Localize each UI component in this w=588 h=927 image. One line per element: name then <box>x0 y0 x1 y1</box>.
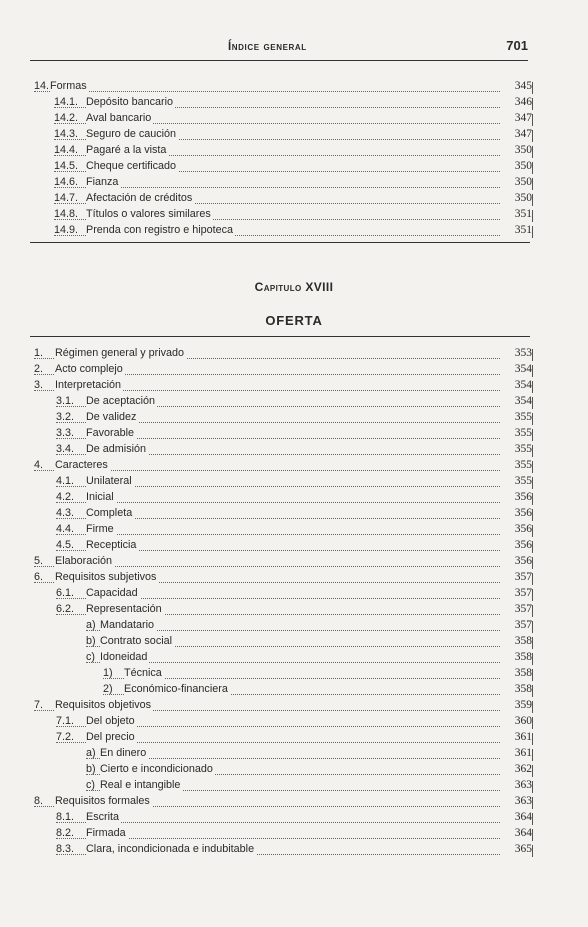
toc-entry-number: 14.4. <box>54 144 79 156</box>
toc-entry <box>0 522 588 538</box>
toc-entry-title: Afectación de créditos <box>86 192 193 204</box>
toc-entry-title: Caracteres <box>55 459 108 471</box>
toc-entry-title: Del objeto <box>86 715 135 727</box>
toc-entry <box>0 826 588 842</box>
toc-entry-page: 357 <box>514 571 532 583</box>
toc-entry <box>0 127 588 143</box>
toc-entry <box>0 762 588 778</box>
toc-entry <box>0 159 588 175</box>
line-end-mark <box>532 717 534 729</box>
line-end-mark <box>532 429 534 441</box>
toc-entry-page: 365 <box>514 843 532 855</box>
line-end-mark <box>532 621 534 633</box>
toc-entry-title: Contrato social <box>100 635 173 647</box>
toc-entry-page: 354 <box>514 395 532 407</box>
toc-entry-number: 3.1. <box>56 395 75 407</box>
line-end-mark <box>532 130 534 142</box>
line-end-mark <box>532 653 534 665</box>
toc-entry <box>0 175 588 191</box>
toc-entry-number: 3.3. <box>56 427 75 439</box>
line-end-mark <box>532 349 534 361</box>
line-end-mark <box>532 82 534 94</box>
toc-entry <box>0 95 588 111</box>
toc-entry <box>0 810 588 826</box>
toc-entry-page: 356 <box>514 539 532 551</box>
toc-entry-title: En dinero <box>100 747 147 759</box>
line-end-mark <box>532 589 534 601</box>
toc-entry <box>0 554 588 570</box>
toc-entry-number: 4.2. <box>56 491 75 503</box>
chapter-label: Capitulo XVIII <box>254 280 334 294</box>
toc-entry-title: Escrita <box>86 811 119 823</box>
line-end-mark <box>532 701 534 713</box>
toc-entry-page: 363 <box>514 795 532 807</box>
line-end-mark <box>532 541 534 553</box>
toc-entry-title: Requisitos formales <box>55 795 150 807</box>
toc-entry-number: 4.1. <box>56 475 75 487</box>
toc-entry-title: Aval bancario <box>86 112 152 124</box>
toc-entry-title: Técnica <box>124 667 162 679</box>
toc-entry-title: Requisitos objetivos <box>55 699 152 711</box>
toc-entry-title: Inicial <box>86 491 114 503</box>
toc-entry-title: Acto complejo <box>55 363 123 375</box>
toc-entry-number: 14.8. <box>54 208 79 220</box>
toc-entry-page: 357 <box>514 587 532 599</box>
line-end-mark <box>532 114 534 126</box>
toc-entry-page: 356 <box>514 555 532 567</box>
line-end-mark <box>532 733 534 745</box>
toc-entry-page: 347 <box>514 112 532 124</box>
line-end-mark <box>532 461 534 473</box>
toc-entry-title: Formas <box>50 80 87 92</box>
toc-entry <box>0 143 588 159</box>
toc-entry <box>0 730 588 746</box>
toc-entry <box>0 426 588 442</box>
toc-entry-number: 14.6. <box>54 176 79 188</box>
toc-entry-page: 353 <box>514 347 532 359</box>
toc-entry-number: b) <box>86 635 96 647</box>
toc-entry <box>0 602 588 618</box>
toc-entry-number: 14. <box>34 80 50 92</box>
toc-entry-page: 363 <box>514 779 532 791</box>
toc-entry-page: 364 <box>514 827 532 839</box>
toc-entry-page: 361 <box>514 747 532 759</box>
toc-entry-number: 6. <box>34 571 44 583</box>
toc-entry-number: c) <box>86 779 95 791</box>
line-end-mark <box>532 146 534 158</box>
line-end-mark <box>532 685 534 697</box>
toc-entry-title: De aceptación <box>86 395 156 407</box>
toc-entry-title: Clara, incondicionada e indubitable <box>86 843 255 855</box>
toc-entry <box>0 570 588 586</box>
line-end-mark <box>532 365 534 377</box>
toc-entry-page: 358 <box>514 667 532 679</box>
toc-entry-page: 347 <box>514 128 532 140</box>
toc-entry-title: Interpretación <box>55 379 122 391</box>
line-end-mark <box>532 194 534 206</box>
toc-entry-number: 14.7. <box>54 192 79 204</box>
line-end-mark <box>532 413 534 425</box>
toc-entry-number: c) <box>86 651 95 663</box>
toc-entry <box>0 442 588 458</box>
line-end-mark <box>532 445 534 457</box>
toc-entry-number: 2. <box>34 363 44 375</box>
toc-entry-title: Elaboración <box>55 555 113 567</box>
toc-entry-page: 357 <box>514 603 532 615</box>
toc-entry <box>0 538 588 554</box>
toc-entry-page: 351 <box>514 208 532 220</box>
header-title: Índice general <box>228 41 307 53</box>
toc-entry <box>0 378 588 394</box>
dot-leader <box>56 502 500 503</box>
toc-entry <box>0 346 588 362</box>
line-end-mark <box>532 493 534 505</box>
toc-entry-number: 1) <box>103 667 113 679</box>
toc-entry-number: a) <box>86 747 96 759</box>
toc-entry <box>0 746 588 762</box>
toc-entry <box>0 794 588 810</box>
toc-entry <box>0 223 588 239</box>
toc-entry-page: 358 <box>514 651 532 663</box>
toc-entry-page: 346 <box>514 96 532 108</box>
toc-entry-number: 8. <box>34 795 44 807</box>
line-end-mark <box>532 829 534 841</box>
line-end-mark <box>532 749 534 761</box>
toc-entry-number: 3. <box>34 379 44 391</box>
running-header <box>30 36 528 61</box>
toc-entry <box>0 191 588 207</box>
toc-entry-page: 345 <box>514 80 532 92</box>
line-end-mark <box>532 637 534 649</box>
toc-entry-title: Requisitos subjetivos <box>55 571 157 583</box>
toc-entry-number: 4. <box>34 459 44 471</box>
toc-previous-chapter <box>0 79 588 239</box>
toc-entry-title: Representación <box>86 603 162 615</box>
toc-entry-number: a) <box>86 619 96 631</box>
toc-entry-number: 7.2. <box>56 731 75 743</box>
toc-entry <box>0 778 588 794</box>
toc-entry-page: 364 <box>514 811 532 823</box>
line-end-mark <box>532 813 534 825</box>
toc-entry-title: Económico-financiera <box>124 683 228 695</box>
toc-entry-number: 3.4. <box>56 443 75 455</box>
toc-entry <box>0 634 588 650</box>
toc-entry-number: 7.1. <box>56 715 75 727</box>
line-end-mark <box>532 573 534 585</box>
toc-entry-title: Favorable <box>86 427 135 439</box>
toc-entry-page: 355 <box>514 475 532 487</box>
line-end-mark <box>532 845 534 857</box>
line-end-mark <box>532 669 534 681</box>
toc-entry-page: 355 <box>514 459 532 471</box>
toc-entry-title: De validez <box>86 411 137 423</box>
toc-entry <box>0 362 588 378</box>
toc-entry-title: Títulos o valores similares <box>86 208 211 220</box>
toc-entry-page: 356 <box>514 491 532 503</box>
toc-entry-title: Recepticia <box>86 539 137 551</box>
toc-entry <box>0 506 588 522</box>
chapter-title: OFERTA <box>265 313 323 328</box>
toc-entry-number: 14.5. <box>54 160 79 172</box>
toc-entry-title: Pagaré a la vista <box>86 144 167 156</box>
toc-entry-number: 6.2. <box>56 603 75 615</box>
toc-entry-number: 4.5. <box>56 539 75 551</box>
line-end-mark <box>532 797 534 809</box>
toc-entry-number: 3.2. <box>56 411 75 423</box>
line-end-mark <box>532 98 534 110</box>
toc-entry-page: 362 <box>514 763 532 775</box>
toc-entry-number: 2) <box>103 683 113 695</box>
toc-entry <box>0 650 588 666</box>
toc-entry <box>0 490 588 506</box>
toc-entry-title: Cheque certificado <box>86 160 177 172</box>
toc-entry-title: Firme <box>86 523 114 535</box>
toc-entry-page: 358 <box>514 683 532 695</box>
toc-entry-title: Régimen general y privado <box>55 347 185 359</box>
toc-entry-page: 350 <box>514 160 532 172</box>
header-page-number: 701 <box>506 38 528 53</box>
line-end-mark <box>532 397 534 409</box>
section-divider-bottom <box>30 336 530 337</box>
line-end-mark <box>532 765 534 777</box>
toc-entry-title: Mandatario <box>100 619 155 631</box>
section-divider-top <box>30 242 530 243</box>
toc-entry <box>0 586 588 602</box>
toc-entry-number: 5. <box>34 555 44 567</box>
toc-entry-number: 1. <box>34 347 44 359</box>
toc-entry-title: Cierto e incondicionado <box>100 763 213 775</box>
line-end-mark <box>532 226 534 238</box>
toc-entry-title: Depósito bancario <box>86 96 174 108</box>
line-end-mark <box>532 178 534 190</box>
toc-entry-page: 355 <box>514 411 532 423</box>
dot-leader <box>56 534 500 535</box>
toc-entry <box>0 207 588 223</box>
toc-entry-title: De admisión <box>86 443 147 455</box>
toc-entry-number: 14.1. <box>54 96 79 108</box>
toc-entry <box>0 474 588 490</box>
line-end-mark <box>532 605 534 617</box>
toc-entry <box>0 618 588 634</box>
toc-entry-title: Seguro de caución <box>86 128 177 140</box>
toc-entry-number: 6.1. <box>56 587 75 599</box>
dot-leader <box>34 91 500 92</box>
toc-current-chapter <box>0 346 588 858</box>
toc-entry <box>0 79 588 95</box>
toc-entry-page: 354 <box>514 363 532 375</box>
line-end-mark <box>532 525 534 537</box>
line-end-mark <box>532 477 534 489</box>
toc-entry-number: 8.2. <box>56 827 75 839</box>
toc-entry-page: 360 <box>514 715 532 727</box>
toc-entry-page: 350 <box>514 192 532 204</box>
line-end-mark <box>532 781 534 793</box>
toc-entry-page: 350 <box>514 176 532 188</box>
toc-entry-number: 7. <box>34 699 44 711</box>
toc-entry <box>0 111 588 127</box>
dot-leader <box>56 822 500 823</box>
toc-entry-number: 8.1. <box>56 811 75 823</box>
line-end-mark <box>532 557 534 569</box>
toc-entry-number: b) <box>86 763 96 775</box>
toc-entry-title: Firmada <box>86 827 126 839</box>
line-end-mark <box>532 381 534 393</box>
toc-entry <box>0 682 588 698</box>
toc-entry-title: Prenda con registro e hipoteca <box>86 224 234 236</box>
line-end-mark <box>532 509 534 521</box>
toc-entry-page: 355 <box>514 427 532 439</box>
toc-entry-number: 8.3. <box>56 843 75 855</box>
toc-entry-number: 14.3. <box>54 128 79 140</box>
toc-entry <box>0 698 588 714</box>
toc-entry-title: Capacidad <box>86 587 138 599</box>
toc-entry <box>0 394 588 410</box>
line-end-mark <box>532 162 534 174</box>
toc-entry <box>0 842 588 858</box>
toc-entry-title: Real e intangible <box>100 779 181 791</box>
toc-entry-page: 354 <box>514 379 532 391</box>
toc-entry <box>0 410 588 426</box>
toc-entry-page: 356 <box>514 507 532 519</box>
line-end-mark <box>532 210 534 222</box>
toc-entry-number: 14.9. <box>54 224 79 236</box>
dot-leader <box>54 187 500 188</box>
toc-entry-title: Unilateral <box>86 475 132 487</box>
toc-entry <box>0 714 588 730</box>
toc-entry-title: Fianza <box>86 176 119 188</box>
toc-entry-page: 357 <box>514 619 532 631</box>
toc-entry-page: 359 <box>514 699 532 711</box>
toc-entry <box>0 458 588 474</box>
toc-entry-title: Del precio <box>86 731 135 743</box>
toc-entry-page: 355 <box>514 443 532 455</box>
toc-entry-title: Idoneidad <box>100 651 148 663</box>
toc-entry-page: 356 <box>514 523 532 535</box>
toc-entry-number: 4.3. <box>56 507 75 519</box>
toc-entry-page: 351 <box>514 224 532 236</box>
toc-entry-title: Completa <box>86 507 133 519</box>
toc-entry-number: 4.4. <box>56 523 75 535</box>
toc-entry-page: 361 <box>514 731 532 743</box>
toc-entry-page: 358 <box>514 635 532 647</box>
toc-entry-number: 14.2. <box>54 112 79 124</box>
toc-entry <box>0 666 588 682</box>
toc-entry-page: 350 <box>514 144 532 156</box>
